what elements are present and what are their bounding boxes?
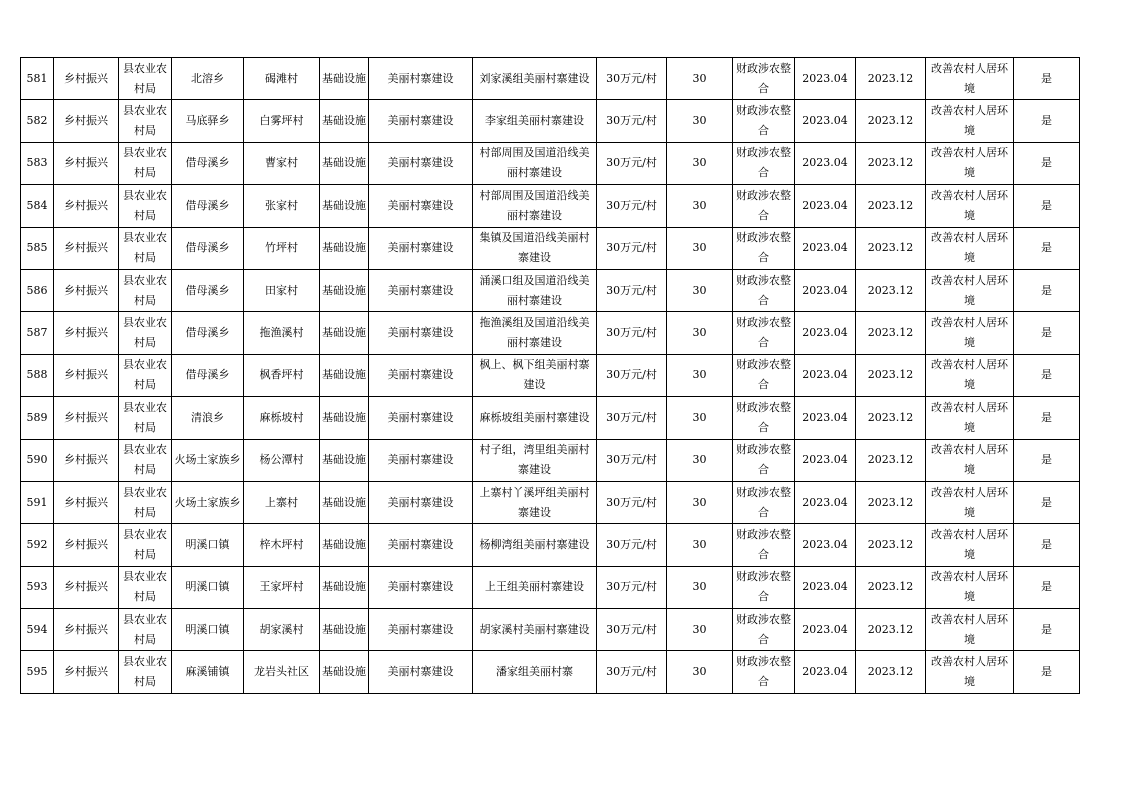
table-row <box>21 185 1080 227</box>
fund-source-cell: 财政涉农整合 <box>733 354 795 396</box>
amount-cell: 30 <box>667 58 733 100</box>
township-cell: 借母溪乡 <box>172 227 244 269</box>
township-cell: 火场土家族乡 <box>172 481 244 523</box>
performance-goal-cell: 改善农村人居环境 <box>926 312 1014 354</box>
construction-content-cell: 枫上、枫下组美丽村寨建设 <box>473 354 597 396</box>
department-cell: 县农业农村局 <box>119 312 172 354</box>
amount-cell: 30 <box>667 142 733 184</box>
subsidy-standard-cell: 30万元/村 <box>597 439 667 481</box>
table-row <box>21 439 1080 481</box>
table-row <box>21 312 1080 354</box>
department-cell: 县农业农村局 <box>119 397 172 439</box>
construction-content-cell: 集镇及国道沿线美丽村寨建设 <box>473 227 597 269</box>
start-date-cell: 2023.04 <box>795 524 856 566</box>
fund-source-cell: 财政涉农整合 <box>733 524 795 566</box>
table-row <box>21 481 1080 523</box>
subsidy-standard-cell: 30万元/村 <box>597 566 667 608</box>
fund-source-cell: 财政涉农整合 <box>733 269 795 311</box>
department-cell: 县农业农村局 <box>119 185 172 227</box>
township-cell: 火场土家族乡 <box>172 439 244 481</box>
fund-source-cell: 财政涉农整合 <box>733 312 795 354</box>
project-type-cell: 基础设施 <box>320 651 369 693</box>
construction-content-cell: 李家组美丽村寨建设 <box>473 100 597 142</box>
project-type-cell: 基础设施 <box>320 609 369 651</box>
row-number-cell: 592 <box>21 524 54 566</box>
row-number-cell: 586 <box>21 269 54 311</box>
construction-content-cell: 上寨村丫溪坪组美丽村寨建设 <box>473 481 597 523</box>
township-cell: 麻溪铺镇 <box>172 651 244 693</box>
is-flag-cell: 是 <box>1014 439 1080 481</box>
construction-content-cell: 杨柳湾组美丽村寨建设 <box>473 524 597 566</box>
construction-content-cell: 涌溪口组及国道沿线美丽村寨建设 <box>473 269 597 311</box>
department-cell: 县农业农村局 <box>119 227 172 269</box>
end-date-cell: 2023.12 <box>856 185 926 227</box>
end-date-cell: 2023.12 <box>856 566 926 608</box>
project-type-cell: 基础设施 <box>320 481 369 523</box>
amount-cell: 30 <box>667 397 733 439</box>
performance-goal-cell: 改善农村人居环境 <box>926 481 1014 523</box>
department-cell: 县农业农村局 <box>119 609 172 651</box>
row-number-cell: 587 <box>21 312 54 354</box>
is-flag-cell: 是 <box>1014 269 1080 311</box>
project-type-cell: 基础设施 <box>320 269 369 311</box>
subproject-cell: 美丽村寨建设 <box>369 524 473 566</box>
performance-goal-cell: 改善农村人居环境 <box>926 524 1014 566</box>
village-cell: 麻栎坡村 <box>244 397 320 439</box>
end-date-cell: 2023.12 <box>856 312 926 354</box>
department-cell: 县农业农村局 <box>119 651 172 693</box>
village-cell: 竹坪村 <box>244 227 320 269</box>
subproject-cell: 美丽村寨建设 <box>369 651 473 693</box>
amount-cell: 30 <box>667 439 733 481</box>
end-date-cell: 2023.12 <box>856 100 926 142</box>
subproject-cell: 美丽村寨建设 <box>369 58 473 100</box>
table-row <box>21 566 1080 608</box>
end-date-cell: 2023.12 <box>856 439 926 481</box>
construction-content-cell: 上王组美丽村寨建设 <box>473 566 597 608</box>
is-flag-cell: 是 <box>1014 524 1080 566</box>
township-cell: 明溪口镇 <box>172 566 244 608</box>
amount-cell: 30 <box>667 524 733 566</box>
village-cell: 张家村 <box>244 185 320 227</box>
start-date-cell: 2023.04 <box>795 481 856 523</box>
row-number-cell: 581 <box>21 58 54 100</box>
table-row <box>21 269 1080 311</box>
subproject-cell: 美丽村寨建设 <box>369 142 473 184</box>
performance-goal-cell: 改善农村人居环境 <box>926 185 1014 227</box>
start-date-cell: 2023.04 <box>795 58 856 100</box>
amount-cell: 30 <box>667 227 733 269</box>
project-type-cell: 基础设施 <box>320 227 369 269</box>
is-flag-cell: 是 <box>1014 651 1080 693</box>
end-date-cell: 2023.12 <box>856 481 926 523</box>
project-type-cell: 基础设施 <box>320 142 369 184</box>
table-row <box>21 651 1080 693</box>
village-cell: 梓木坪村 <box>244 524 320 566</box>
township-cell: 借母溪乡 <box>172 312 244 354</box>
construction-content-cell: 胡家溪村美丽村寨建设 <box>473 609 597 651</box>
is-flag-cell: 是 <box>1014 227 1080 269</box>
subproject-cell: 美丽村寨建设 <box>369 354 473 396</box>
village-cell: 龙岩头社区 <box>244 651 320 693</box>
subproject-cell: 美丽村寨建设 <box>369 100 473 142</box>
subsidy-standard-cell: 30万元/村 <box>597 58 667 100</box>
subsidy-standard-cell: 30万元/村 <box>597 651 667 693</box>
category-cell: 乡村振兴 <box>54 142 119 184</box>
fund-source-cell: 财政涉农整合 <box>733 481 795 523</box>
row-number-cell: 593 <box>21 566 54 608</box>
fund-source-cell: 财政涉农整合 <box>733 439 795 481</box>
table-row <box>21 100 1080 142</box>
amount-cell: 30 <box>667 609 733 651</box>
construction-content-cell: 拖渔溪组及国道沿线美丽村寨建设 <box>473 312 597 354</box>
project-type-cell: 基础设施 <box>320 439 369 481</box>
performance-goal-cell: 改善农村人居环境 <box>926 651 1014 693</box>
category-cell: 乡村振兴 <box>54 651 119 693</box>
row-number-cell: 595 <box>21 651 54 693</box>
row-number-cell: 585 <box>21 227 54 269</box>
row-number-cell: 583 <box>21 142 54 184</box>
department-cell: 县农业农村局 <box>119 100 172 142</box>
department-cell: 县农业农村局 <box>119 481 172 523</box>
project-type-cell: 基础设施 <box>320 354 369 396</box>
construction-content-cell: 刘家溪组美丽村寨建设 <box>473 58 597 100</box>
start-date-cell: 2023.04 <box>795 354 856 396</box>
project-type-cell: 基础设施 <box>320 566 369 608</box>
table-row <box>21 397 1080 439</box>
performance-goal-cell: 改善农村人居环境 <box>926 354 1014 396</box>
village-cell: 上寨村 <box>244 481 320 523</box>
township-cell: 北溶乡 <box>172 58 244 100</box>
subsidy-standard-cell: 30万元/村 <box>597 100 667 142</box>
row-number-cell: 589 <box>21 397 54 439</box>
is-flag-cell: 是 <box>1014 312 1080 354</box>
row-number-cell: 591 <box>21 481 54 523</box>
end-date-cell: 2023.12 <box>856 651 926 693</box>
start-date-cell: 2023.04 <box>795 142 856 184</box>
table-row <box>21 227 1080 269</box>
project-type-cell: 基础设施 <box>320 58 369 100</box>
performance-goal-cell: 改善农村人居环境 <box>926 269 1014 311</box>
fund-source-cell: 财政涉农整合 <box>733 58 795 100</box>
village-cell: 王家坪村 <box>244 566 320 608</box>
table-row <box>21 142 1080 184</box>
category-cell: 乡村振兴 <box>54 397 119 439</box>
row-number-cell: 594 <box>21 609 54 651</box>
project-type-cell: 基础设施 <box>320 397 369 439</box>
fund-source-cell: 财政涉农整合 <box>733 609 795 651</box>
subsidy-standard-cell: 30万元/村 <box>597 269 667 311</box>
category-cell: 乡村振兴 <box>54 481 119 523</box>
category-cell: 乡村振兴 <box>54 566 119 608</box>
department-cell: 县农业农村局 <box>119 354 172 396</box>
subsidy-standard-cell: 30万元/村 <box>597 185 667 227</box>
is-flag-cell: 是 <box>1014 566 1080 608</box>
project-type-cell: 基础设施 <box>320 185 369 227</box>
construction-content-cell: 潘家组美丽村寨 <box>473 651 597 693</box>
department-cell: 县农业农村局 <box>119 566 172 608</box>
start-date-cell: 2023.04 <box>795 609 856 651</box>
subsidy-standard-cell: 30万元/村 <box>597 397 667 439</box>
performance-goal-cell: 改善农村人居环境 <box>926 609 1014 651</box>
fund-source-cell: 财政涉农整合 <box>733 651 795 693</box>
category-cell: 乡村振兴 <box>54 58 119 100</box>
amount-cell: 30 <box>667 269 733 311</box>
township-cell: 明溪口镇 <box>172 524 244 566</box>
subproject-cell: 美丽村寨建设 <box>369 227 473 269</box>
performance-goal-cell: 改善农村人居环境 <box>926 566 1014 608</box>
fund-source-cell: 财政涉农整合 <box>733 185 795 227</box>
performance-goal-cell: 改善农村人居环境 <box>926 142 1014 184</box>
township-cell: 借母溪乡 <box>172 269 244 311</box>
village-cell: 白雾坪村 <box>244 100 320 142</box>
subsidy-standard-cell: 30万元/村 <box>597 227 667 269</box>
subsidy-standard-cell: 30万元/村 <box>597 524 667 566</box>
department-cell: 县农业农村局 <box>119 524 172 566</box>
table-row <box>21 354 1080 396</box>
subproject-cell: 美丽村寨建设 <box>369 609 473 651</box>
subproject-cell: 美丽村寨建设 <box>369 269 473 311</box>
end-date-cell: 2023.12 <box>856 524 926 566</box>
fund-source-cell: 财政涉农整合 <box>733 566 795 608</box>
fund-source-cell: 财政涉农整合 <box>733 227 795 269</box>
subsidy-standard-cell: 30万元/村 <box>597 354 667 396</box>
start-date-cell: 2023.04 <box>795 100 856 142</box>
construction-content-cell: 麻栎坡组美丽村寨建设 <box>473 397 597 439</box>
village-cell: 碣滩村 <box>244 58 320 100</box>
village-cell: 拖渔溪村 <box>244 312 320 354</box>
table-row <box>21 609 1080 651</box>
category-cell: 乡村振兴 <box>54 312 119 354</box>
start-date-cell: 2023.04 <box>795 312 856 354</box>
row-number-cell: 582 <box>21 100 54 142</box>
table-row <box>21 524 1080 566</box>
performance-goal-cell: 改善农村人居环境 <box>926 100 1014 142</box>
village-cell: 杨公潭村 <box>244 439 320 481</box>
project-type-cell: 基础设施 <box>320 312 369 354</box>
department-cell: 县农业农村局 <box>119 439 172 481</box>
township-cell: 借母溪乡 <box>172 354 244 396</box>
is-flag-cell: 是 <box>1014 100 1080 142</box>
row-number-cell: 588 <box>21 354 54 396</box>
subsidy-standard-cell: 30万元/村 <box>597 312 667 354</box>
township-cell: 借母溪乡 <box>172 185 244 227</box>
row-number-cell: 590 <box>21 439 54 481</box>
start-date-cell: 2023.04 <box>795 397 856 439</box>
project-type-cell: 基础设施 <box>320 100 369 142</box>
village-cell: 曹家村 <box>244 142 320 184</box>
township-cell: 清浪乡 <box>172 397 244 439</box>
table-body <box>21 58 1080 694</box>
township-cell: 借母溪乡 <box>172 142 244 184</box>
construction-content-cell: 村子组，湾里组美丽村寨建设 <box>473 439 597 481</box>
performance-goal-cell: 改善农村人居环境 <box>926 439 1014 481</box>
performance-goal-cell: 改善农村人居环境 <box>926 227 1014 269</box>
is-flag-cell: 是 <box>1014 481 1080 523</box>
amount-cell: 30 <box>667 566 733 608</box>
fund-source-cell: 财政涉农整合 <box>733 142 795 184</box>
table-row <box>21 58 1080 100</box>
category-cell: 乡村振兴 <box>54 100 119 142</box>
start-date-cell: 2023.04 <box>795 185 856 227</box>
department-cell: 县农业农村局 <box>119 142 172 184</box>
category-cell: 乡村振兴 <box>54 609 119 651</box>
is-flag-cell: 是 <box>1014 142 1080 184</box>
construction-content-cell: 村部周围及国道沿线美丽村寨建设 <box>473 142 597 184</box>
amount-cell: 30 <box>667 312 733 354</box>
subproject-cell: 美丽村寨建设 <box>369 481 473 523</box>
amount-cell: 30 <box>667 481 733 523</box>
is-flag-cell: 是 <box>1014 354 1080 396</box>
amount-cell: 30 <box>667 651 733 693</box>
is-flag-cell: 是 <box>1014 185 1080 227</box>
is-flag-cell: 是 <box>1014 609 1080 651</box>
row-number-cell: 584 <box>21 185 54 227</box>
end-date-cell: 2023.12 <box>856 609 926 651</box>
category-cell: 乡村振兴 <box>54 524 119 566</box>
end-date-cell: 2023.12 <box>856 397 926 439</box>
amount-cell: 30 <box>667 354 733 396</box>
end-date-cell: 2023.12 <box>856 58 926 100</box>
start-date-cell: 2023.04 <box>795 439 856 481</box>
township-cell: 马底驿乡 <box>172 100 244 142</box>
start-date-cell: 2023.04 <box>795 566 856 608</box>
fund-source-cell: 财政涉农整合 <box>733 100 795 142</box>
amount-cell: 30 <box>667 100 733 142</box>
category-cell: 乡村振兴 <box>54 269 119 311</box>
village-cell: 胡家溪村 <box>244 609 320 651</box>
category-cell: 乡村振兴 <box>54 354 119 396</box>
performance-goal-cell: 改善农村人居环境 <box>926 397 1014 439</box>
start-date-cell: 2023.04 <box>795 651 856 693</box>
subsidy-standard-cell: 30万元/村 <box>597 142 667 184</box>
start-date-cell: 2023.04 <box>795 227 856 269</box>
fund-source-cell: 财政涉农整合 <box>733 397 795 439</box>
end-date-cell: 2023.12 <box>856 354 926 396</box>
subsidy-standard-cell: 30万元/村 <box>597 481 667 523</box>
performance-goal-cell: 改善农村人居环境 <box>926 58 1014 100</box>
end-date-cell: 2023.12 <box>856 269 926 311</box>
township-cell: 明溪口镇 <box>172 609 244 651</box>
end-date-cell: 2023.12 <box>856 142 926 184</box>
amount-cell: 30 <box>667 185 733 227</box>
project-type-cell: 基础设施 <box>320 524 369 566</box>
subproject-cell: 美丽村寨建设 <box>369 312 473 354</box>
construction-content-cell: 村部周围及国道沿线美丽村寨建设 <box>473 185 597 227</box>
department-cell: 县农业农村局 <box>119 58 172 100</box>
is-flag-cell: 是 <box>1014 397 1080 439</box>
category-cell: 乡村振兴 <box>54 185 119 227</box>
village-cell: 田家村 <box>244 269 320 311</box>
subproject-cell: 美丽村寨建设 <box>369 397 473 439</box>
category-cell: 乡村振兴 <box>54 227 119 269</box>
project-table <box>20 57 1080 694</box>
subsidy-standard-cell: 30万元/村 <box>597 609 667 651</box>
start-date-cell: 2023.04 <box>795 269 856 311</box>
is-flag-cell: 是 <box>1014 58 1080 100</box>
subproject-cell: 美丽村寨建设 <box>369 439 473 481</box>
subproject-cell: 美丽村寨建设 <box>369 566 473 608</box>
village-cell: 枫香坪村 <box>244 354 320 396</box>
end-date-cell: 2023.12 <box>856 227 926 269</box>
category-cell: 乡村振兴 <box>54 439 119 481</box>
subproject-cell: 美丽村寨建设 <box>369 185 473 227</box>
department-cell: 县农业农村局 <box>119 269 172 311</box>
